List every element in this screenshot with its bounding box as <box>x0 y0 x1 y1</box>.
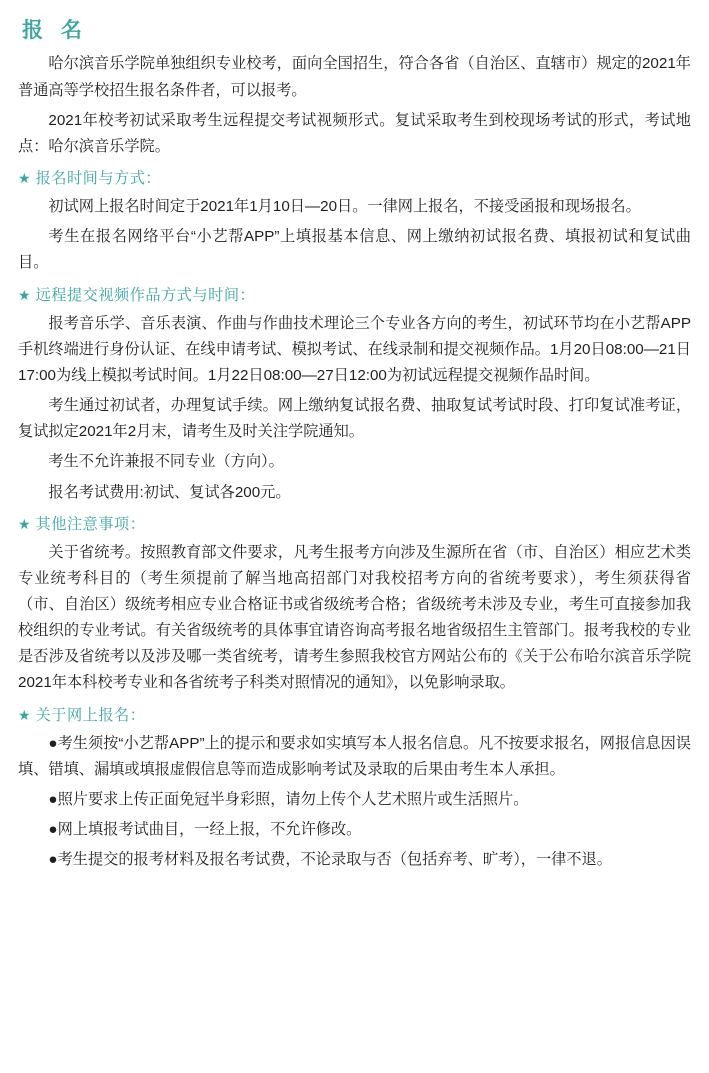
section-4-bullet-1: ●考生须按“小艺帮APP”上的提示和要求如实填写本人报名信息。凡不按要求报名，网报信息因误填、错填、漏填或填报虚假信息等而造成影响考试及录取的后果由考生本人承担。 <box>18 734 691 778</box>
section-1-paragraph-1: 初试网上报名时间定于2021年1月10日—20日。一律网上报名，不接受函报和现场报名。 <box>48 198 641 216</box>
star-icon: ★ <box>18 515 31 532</box>
section-title: 报名时间与方式： <box>35 169 162 187</box>
section-4-bullet-4: ●考生提交的报考材料及报名考试费，不论录取与否（包括弃考、旷考），一律不退。 <box>48 851 612 869</box>
section-heading-online-registration <box>18 703 691 729</box>
section-2-paragraph-1: 报考音乐学、音乐表演、作曲与作曲技术理论三个专业各方向的考生，初试环节均在小艺帮APP手机终端进行身份认证、在线申请考试、模拟考试、在线录制和提交视频作品。1月20日08:00—21日17:00为线上模拟考试时间。1月22日08:00—27日12:00为初试远程提交视频作品时间。 <box>18 314 691 384</box>
star-icon: ★ <box>18 286 31 303</box>
section-4-bullet-2: ●照片要求上传正面免冠半身彩照，请勿上传个人艺术照片或生活照片。 <box>48 791 529 809</box>
section-title: 关于网上报名： <box>35 706 146 724</box>
section-title: 其他注意事项： <box>35 515 146 533</box>
section-4-bullet-3: ●网上填报考试曲目，一经上报，不允许修改。 <box>48 821 362 839</box>
star-icon: ★ <box>18 706 31 723</box>
section-heading-other-notes <box>18 512 691 538</box>
section-1-paragraph-2: 考生在报名网络平台“小艺帮APP”上填报基本信息、网上缴纳初试报名费、填报初试和复试曲目。 <box>18 228 691 272</box>
page-title: 报 名 <box>22 19 88 42</box>
section-2-paragraph-2: 考生通过初试者，办理复试手续。网上缴纳复试报名费、抽取复试考试时段、打印复试准考证，复试拟定2021年2月末，请考生及时关注学院通知。 <box>18 397 691 441</box>
section-3-paragraph-1: 关于省统考。按照教育部文件要求，凡考生报考方向涉及生源所在省（市、自治区）相应艺术类专业统考科目的（考生须提前了解当地高招部门对我校招考方向的省统考要求），考生须获得省（市、自治区）级统考相应专业合格证书或省级统考合格；省级统考未涉及专业，考生可直接参加我校组织的专业考试。有关省级统考的具体事宜请咨询高考报名地省级招生主管部门。报考我校的专业是否涉及省统考以及涉及哪一类省统考，请考生参照我校官方网站公布的《关于公布哈尔滨音乐学院2021年本科校考专业和各省统考子科类对照情况的通知》，以免影响录取。 <box>18 543 691 692</box>
intro-paragraph-1: 哈尔滨音乐学院单独组织专业校考，面向全国招生，符合各省（自治区、直辖市）规定的2021年普通高等学校招生报名条件者，可以报考。 <box>18 55 691 99</box>
section-2-paragraph-4: 报名考试费用:初试、复试各200元。 <box>48 483 291 501</box>
section-heading-registration-time <box>18 166 691 192</box>
section-heading-remote-video <box>18 283 691 309</box>
section-2-paragraph-3: 考生不允许兼报不同专业（方向）。 <box>48 453 284 471</box>
section-title: 远程提交视频作品方式与时间： <box>35 286 256 304</box>
intro-paragraph-2: 2021年校考初试采取考生远程提交考试视频形式。复试采取考生到校现场考试的形式，考试地点：哈尔滨音乐学院。 <box>18 111 691 155</box>
star-icon: ★ <box>18 169 31 186</box>
